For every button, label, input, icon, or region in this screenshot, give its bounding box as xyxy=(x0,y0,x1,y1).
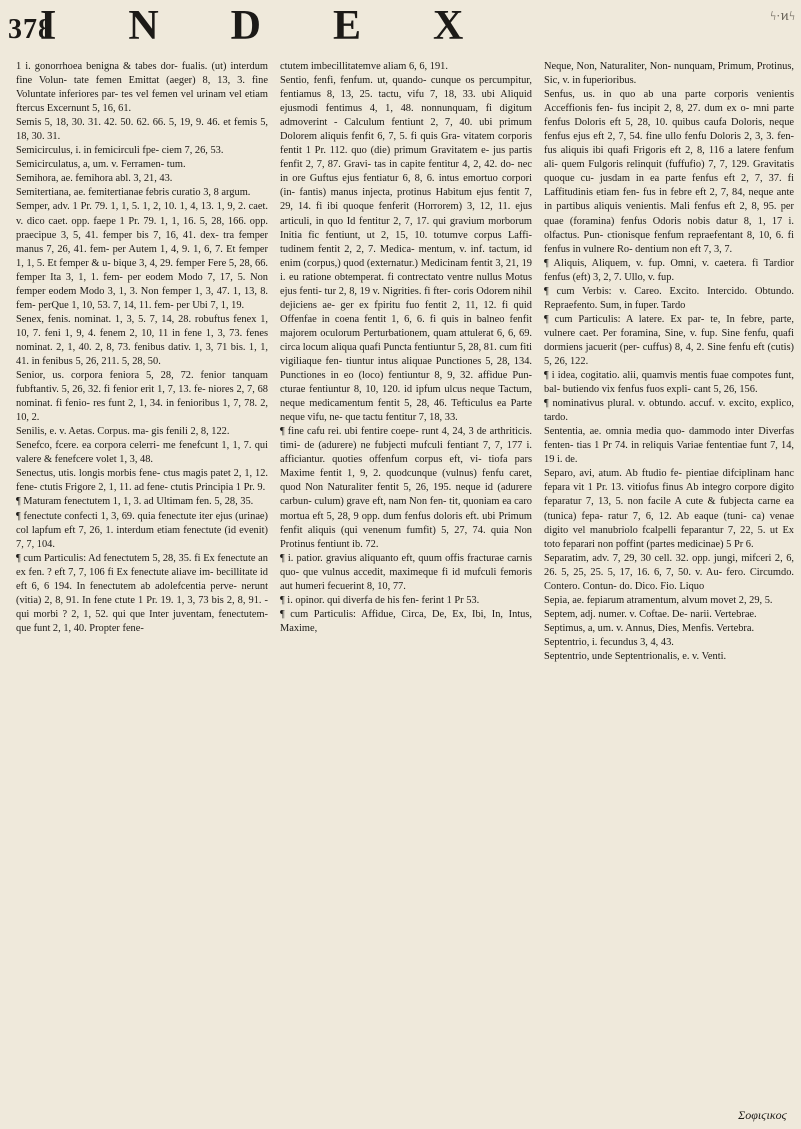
page-number: 378 xyxy=(8,14,53,45)
index-entry: Sententia, ae. omnia media quo- dammodo inter Diverfas fenten- tias 1 Pr 74. in reliquis Variae fententiae funt 7, 14, 19 i. de. xyxy=(544,426,794,466)
index-entry: Senfus, us. in quo ab una parte corporis venientis Acceffionis fen- fus incipit 2, 8, 27. dum ex o- mni parte fenfus Doloris eft 5, 28, 10. quibus caufa Doloris, neque fenfus ejus eft 2, 7, 54. fine ullo fenfu Doloris 2, 3, 3. fen- fus aliquis ibi quafi Frigoris eft 2, 8, 116 a latere fenfum ali- quem Fulgoris relinquit (fuffufio) 7, 7, 129. Gravitatis quoque cu- jusdam in ea parte fenfus eft 2, 7, 37. fi Laffitudinis etiam fen- fus in febre eft 2, 7, 84, neque ante in partibus aliquis venientis. Mali fenfus eft 2, 8, 95. per quae (foramina) fenfus Odoris nobis datur 8, 1, 17 i. olfactus. Pun- ctionisque fenfum repraefentant 8, 10, 6. fi fenfus in vulnere Ro- dentium non eft 7, 3, 7. xyxy=(544,89,794,255)
index-entry: 1 i. gonorrhoea benigna & tabes dor- fualis. (ut) interdum fine Volun- tate femen Emittat (aeger) 8, 13, 3. fine Voluntate inferiores par- tes vel femen vel urinam vel etiam ftercus Excernunt 5, 16, 61. xyxy=(16,61,268,115)
index-entry: Senectus, utis. longis morbis fene- ctus magis patet 2, 1, 12. fene- ctutis Frigore 2, 1, 11. ad fene- ctutis Principia 1 Pr. 9. xyxy=(16,468,268,494)
index-entry: ¶ Maturam fenectutem 1, 1, 3. ad Ultimam fen. 5, 28, 35. xyxy=(16,496,254,508)
index-entry: ¶ nominativus plural. v. obtundo. accuf. v. excito, explico, tardo. xyxy=(544,398,794,424)
index-column-3 xyxy=(544,60,794,1120)
index-entry: ¶ i. opinor. qui diverfa de his fen- ferint 1 Pr 53. xyxy=(280,594,480,606)
catchword: Σοφιϛικοϛ xyxy=(738,1108,787,1122)
index-entry: Separatim, adv. 7, 29, 30 cell. 32. opp. jungi, mifceri 2, 6, 26. 5, 25, 25. 5, 17, 16. 6, 7, 50. v. Au- fero. Circumdo. Contero. Contun- do. Dico. Fio. Liquo xyxy=(544,552,794,592)
index-entry: ¶ cum Particulis: Ad fenectutem 5, 28, 35. fi Ex fenectute an ex fen. ? eft 7, 7, 106 fi Ex fenectute aliave im- becillitate id eft 6, 6 194. In fenectutem ab adolefcentia perve- nerunt (vitia) 2, 8, 91. In fene ctute 1 Pr. 19. 1, 3, 73 bis 2, 8, 91. - qui morbi ? 2, 1, 52. qui que Inter juventam, fenectutem- que funt 2, 1, 40. Propter fene- xyxy=(16,552,268,634)
index-entry: Semicirculatus, a, um. v. Ferramen- tum. xyxy=(16,159,186,171)
index-entry: ¶ cum Particulis: Affidue, Circa, De, Ex, Ibi, In, Intus, Maxime, xyxy=(280,608,532,634)
index-entry: ¶ cum Particulis: A latere. Ex par- te, In febre, parte, vulnere caet. Per foramina, Sine, v. fup. Sine fenfu, quafi dormiens jacuerit (per- cuffus) 8, 4, 2. Sine fenfu eft (cutis) 5, 26, 122. xyxy=(544,313,794,367)
index-entry: Neque, Non, Naturaliter, Non- nunquam, Primum, Protinus, Sic, v. in fuperioribus. xyxy=(544,61,794,87)
index-entry: Senex, fenis. nominat. 1, 3, 5. 7, 14, 28. robuftus fenex 1, 10, 7. feni 1, 9, 4. fenem 2, 10, 11 in fene 1, 3, 73. fenes nominat. 2, 1, 40. 2, 8, 73. fenibus dativ. 1, 3, 71 bis. 1, 1, 41. in fenibus 5, 26, 211. 5, 28, 50. xyxy=(16,313,268,367)
index-entry: Semitertiana, ae. femitertianae febris curatio 3, 8 argum. xyxy=(16,187,251,199)
index-entry: Semis 5, 18, 30. 31. 42. 50. 62. 66. 5, 19, 9. 46. et femis 5, 18, 30. 31. xyxy=(16,117,268,143)
index-entry: ¶ fenectute confecti 1, 3, 69. quia fenectute iter ejus (urinae) col lapfum eft 7, 26, 1. interdum etiam fenectute (id evenit) 7, 7, 104. xyxy=(16,510,268,550)
index-entry: Sentio, fenfi, fenfum. ut, quando- cunque os percumpitur, fentiamus 8, 13, 25. tactu, vifu 7, 18, 33. ubi Aliquid ejusmodi fentimus 4, 1, 48. nonnunquam, fi digitum admoverint - Calculum fentiunt 2, 7, 40. ubi primum Dolorem aliquis fenfit 6, 7, 5. fi quis Gra- vitatem corporis fentit 1 Pr. 112. quo (die) primum Gravitatem e- jus partis fenfit 2, 7, 87. Gravi- tas in capite fentitur 4, 2, 42. do- nec in ore Guftus ejus fentiatur 6, 8, 6. intus emortuo corpori (in- fantis) manus injecta, protinus Habitum ejus fentit 7, 29, 14. fi ibi quoque fenferit (Horrorem) 3, 12, 11. ejus articuli, in quo Id fentitur 2, 7, 17. qui gravium morborum Initia fic fentiunt, ut 2, 15, 10. totumve corpus Laffi- tudinem fentit 2, 2, 7. Medica- mentum, v. inf. tactum, id enim (corpus,) quod (externatur.) Medicinam fentit 3, 21, 19 i. eu ratione obtemperat. fi contrectato ventre nullus Motus ejus fenti- tur 2, 8, 19 v. Nigrities. fi fter- coris Odorem nihil dejiciens ae- ger ex fpiritu fuo fentit 2, 11, 12. fi quid Offenfae in coena fentit 1, 6, 6. fi quis in balneo fenfit majorem oculorum Perturbationem, quam attulerat 6, 6, 69. circa locum aliqua quafi Puncta fentiuntur 5, 28, 81. cum fiti vigiliaque fen- tiuntur intus aliquae Punctiones 5, 28, 134. Punctiones in eo (loco) fentiuntur 8, 9, 32. affidue Pun- cturae fentiuntur 8, 10, 120. id ipfum ulcus neque Tactum, neque medicamentum fentit 5, 28, 46. Tefticulus ea Parte neque vifu, ne- que tactu fentitur 7, 18, 33. xyxy=(280,75,532,424)
running-head: INDEX xyxy=(40,3,536,49)
index-entry: Septentrio, unde Septentrionalis, e. v. Venti. xyxy=(544,650,727,662)
index-entry: Senior, us. corpora feniora 5, 28, 72. fenior tanquam fubftantiv. 5, 26, 32. fi fenior erit 1, 7, 13. fe- niores 2, 7, 68 nominat. fi fenio- res funt 2, 1, 34. in fenioribus 1, 7, 78. 2, 10, 2. xyxy=(16,370,268,424)
index-entry: Semper, adv. 1 Pr. 79. 1, 1, 5. 1, 2, 10. 1, 4, 13. 1, 9, 2. caet. v. dico caet. opp. faepe 1 Pr. 79. 1, 1, 16. 5, 28, 166. opp. praecipue 3, 5, 41. femper bis 7, 16, 41. dex- tra femper manus 7, 26, 41. fem- per Autem 1, 4, 9. 1, 6, 7. Et femper 1, 1, 5. Et femper & u- bique 3, 4, 29. femper Fere 5, 28, 66. femper Ita 3, 1, 1. fem- per eodem Modo 7, 17, 5. Non femper eodem Modo 3, 1, 3. Non femper 1, 3, 47. 1, 13, 8. fem- perQue 1, 10, 53. 7, 14, 11. fem- per Ubi 7, 1, 19. xyxy=(16,201,268,311)
index-entry: Sepia, ae. fepiarum atramentum, alvum movet 2, 29, 5. xyxy=(544,594,773,606)
index-entry: ¶ i. patior. gravius aliquanto eft, quum offis fracturae carnis quo- que vulnus accedit, maximeque fi id mufculi femoris aut humeri fecuerint 8, 10, 77. xyxy=(280,552,532,592)
corner-mark: ϟ·ͷϟ xyxy=(770,8,795,23)
index-entry: Separo, avi, atum. Ab ftudio fe- pientiae difciplinam hanc fepara vit 1 Pr. 13. vitiofus finus Ab integro corpore digito feparatur 7, 13, 5. non facile A cute & fubjecta carne ea (tunica) fepa- ratur 7, 6, 12. Ab eaque (tuni- ca) venae digito vel manubriolo fcalpelli feparantur 7, 22, 5. ut Ex toto feparari non poffint (partes medicinae) 5 Pr 6. xyxy=(544,468,794,550)
index-entry: Senefco, fcere. ea corpora celerri- me fenefcunt 1, 1, 7. qui valere & fenefcere volet 1, 3, 48. xyxy=(16,440,268,466)
index-entry: Semihora, ae. femihora abl. 3, 21, 43. xyxy=(16,173,173,185)
index-entry: Septem, adj. numer. v. Coftae. De- narii. Vertebrae. xyxy=(544,608,757,620)
index-column-2 xyxy=(280,60,532,1120)
index-entry: Semicirculus, i. in femicirculi fpe- ciem 7, 26, 53. xyxy=(16,145,224,157)
index-entry: Septimus, a, um. v. Annus, Dies, Menfis. Vertebra. xyxy=(544,622,755,634)
index-entry: Septentrio, i. fecundus 3, 4, 43. xyxy=(544,636,674,648)
index-entry: ¶ fine cafu rei. ubi fentire coepe- runt 4, 24, 3 de arthriticis. timi- de (adurere) ne fubjecti mufculi fentiant 7, 7, 177 i. afficiantur. quoties offenfum corpus eft, vi- tiofa pars Maxime fentit 1, 9, 2. quodcunque (vulnus) fenfu caret, quod Non Naturaliter fentit 5, 26, 195. neque id (adurere carbun- culum) grave eft, nam Non fen- tit, quoniam ea caro mortua eft 5, 28, 9 opp. dum fenfus doloris eft. ubi Primum fenfit aliquis (qui venenum fumfit) 5, 27, 74. quia Non Protinus fentiunt ib. 72. xyxy=(280,426,532,550)
index-entry: ¶ Aliquis, Aliquem, v. fup. Omni, v. caetera. fi Tardior fenfus (eft) 3, 2, 7. Ullo, v. fup. xyxy=(544,257,794,283)
index-entry: ctutem imbecillitatemve aliam 6, 6, 191. xyxy=(280,61,448,72)
index-entry: ¶ cum Verbis: v. Careo. Excito. Intercido. Obtundo. Repraefento. Sum, in fuper. Tardo xyxy=(544,285,794,311)
index-entry: ¶ i idea, cogitatio. alii, quamvis mentis fuae compotes funt, bal- butiendo vix fenfus fuos expli- cant 5, 26, 156. xyxy=(544,370,794,396)
index-entry: Senilis, e. v. Aetas. Corpus. ma- gis fenili 2, 8, 122. xyxy=(16,426,230,438)
index-column-1 xyxy=(16,60,268,1120)
